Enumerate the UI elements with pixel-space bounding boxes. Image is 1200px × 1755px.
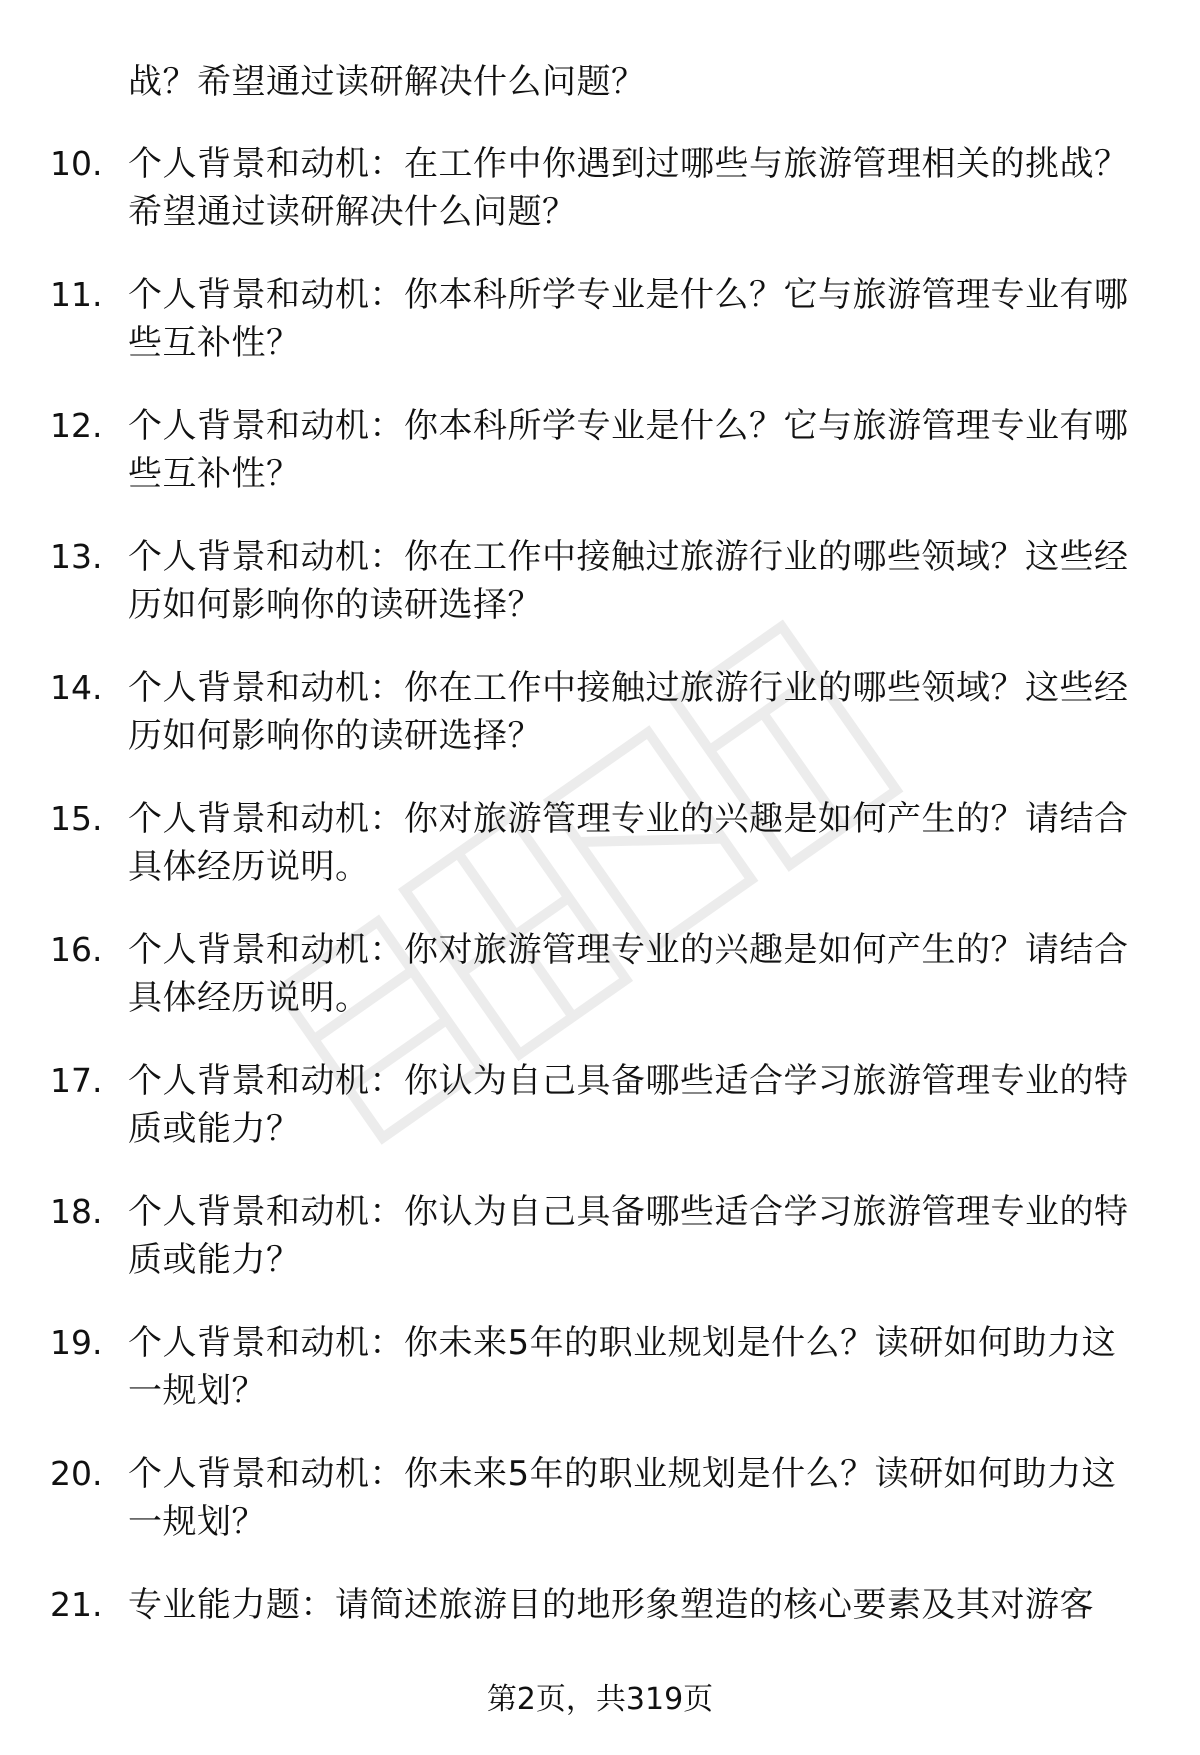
item-text: 个人背景和动机：你对旅游管理专业的兴趣是如何产生的？请结合具体经历说明。 [128, 799, 1129, 887]
item-number: 15. [50, 799, 103, 838]
item-text: 个人背景和动机：你未来5年的职业规划是什么？读研如何助力这一规划？ [128, 1454, 1117, 1542]
item-text: 个人背景和动机：你认为自己具备哪些适合学习旅游管理专业的特质或能力？ [128, 1192, 1129, 1280]
list-item [50, 533, 1160, 664]
list-item [50, 1188, 1160, 1319]
list-item [50, 271, 1160, 402]
item-text: 个人背景和动机：你本科所学专业是什么？它与旅游管理专业有哪些互补性？ [128, 406, 1129, 494]
list-item [50, 402, 1160, 533]
item-text: 个人背景和动机：在工作中你遇到过哪些与旅游管理相关的挑战？希望通过读研解决什么问题？ [128, 144, 1129, 232]
page-footer: 第2页，共319页 [486, 1682, 714, 1717]
item-number: 11. [50, 275, 103, 314]
item-number: 19. [50, 1323, 103, 1362]
item-number: 10. [50, 144, 103, 183]
item-text: 个人背景和动机：你在工作中接触过旅游行业的哪些领域？这些经历如何影响你的读研选择？ [128, 537, 1129, 625]
item-number: 17. [50, 1061, 103, 1100]
item-number: 16. [50, 930, 103, 969]
item-number: 13. [50, 537, 103, 576]
item-text: 个人背景和动机：你认为自己具备哪些适合学习旅游管理专业的特质或能力？ [128, 1061, 1129, 1149]
list-item [50, 926, 1160, 1057]
list-item [50, 1450, 1160, 1581]
item-number: 18. [50, 1192, 103, 1231]
item-text: 个人背景和动机：你本科所学专业是什么？它与旅游管理专业有哪些互补性？ [128, 275, 1129, 363]
list-item [50, 664, 1160, 795]
item-text: 个人背景和动机：你在工作中接触过旅游行业的哪些领域？这些经历如何影响你的读研选择？ [128, 668, 1129, 756]
continued-line: 战？希望通过读研解决什么问题？ [128, 62, 646, 102]
item-number: 12. [50, 406, 103, 445]
list-item [50, 795, 1160, 926]
item-text: 个人背景和动机：你未来5年的职业规划是什么？读研如何助力这一规划？ [128, 1323, 1117, 1411]
item-number: 20. [50, 1454, 103, 1493]
question-list [50, 140, 1160, 1712]
item-text: 个人背景和动机：你对旅游管理专业的兴趣是如何产生的？请结合具体经历说明。 [128, 930, 1129, 1018]
list-item [50, 1319, 1160, 1450]
list-item [50, 1057, 1160, 1188]
list-item [50, 140, 1160, 271]
item-number: 14. [50, 668, 103, 707]
item-number: 21. [50, 1585, 103, 1624]
item-text: 专业能力题：请简述旅游目的地形象塑造的核心要素及其对游客 [128, 1585, 1094, 1625]
